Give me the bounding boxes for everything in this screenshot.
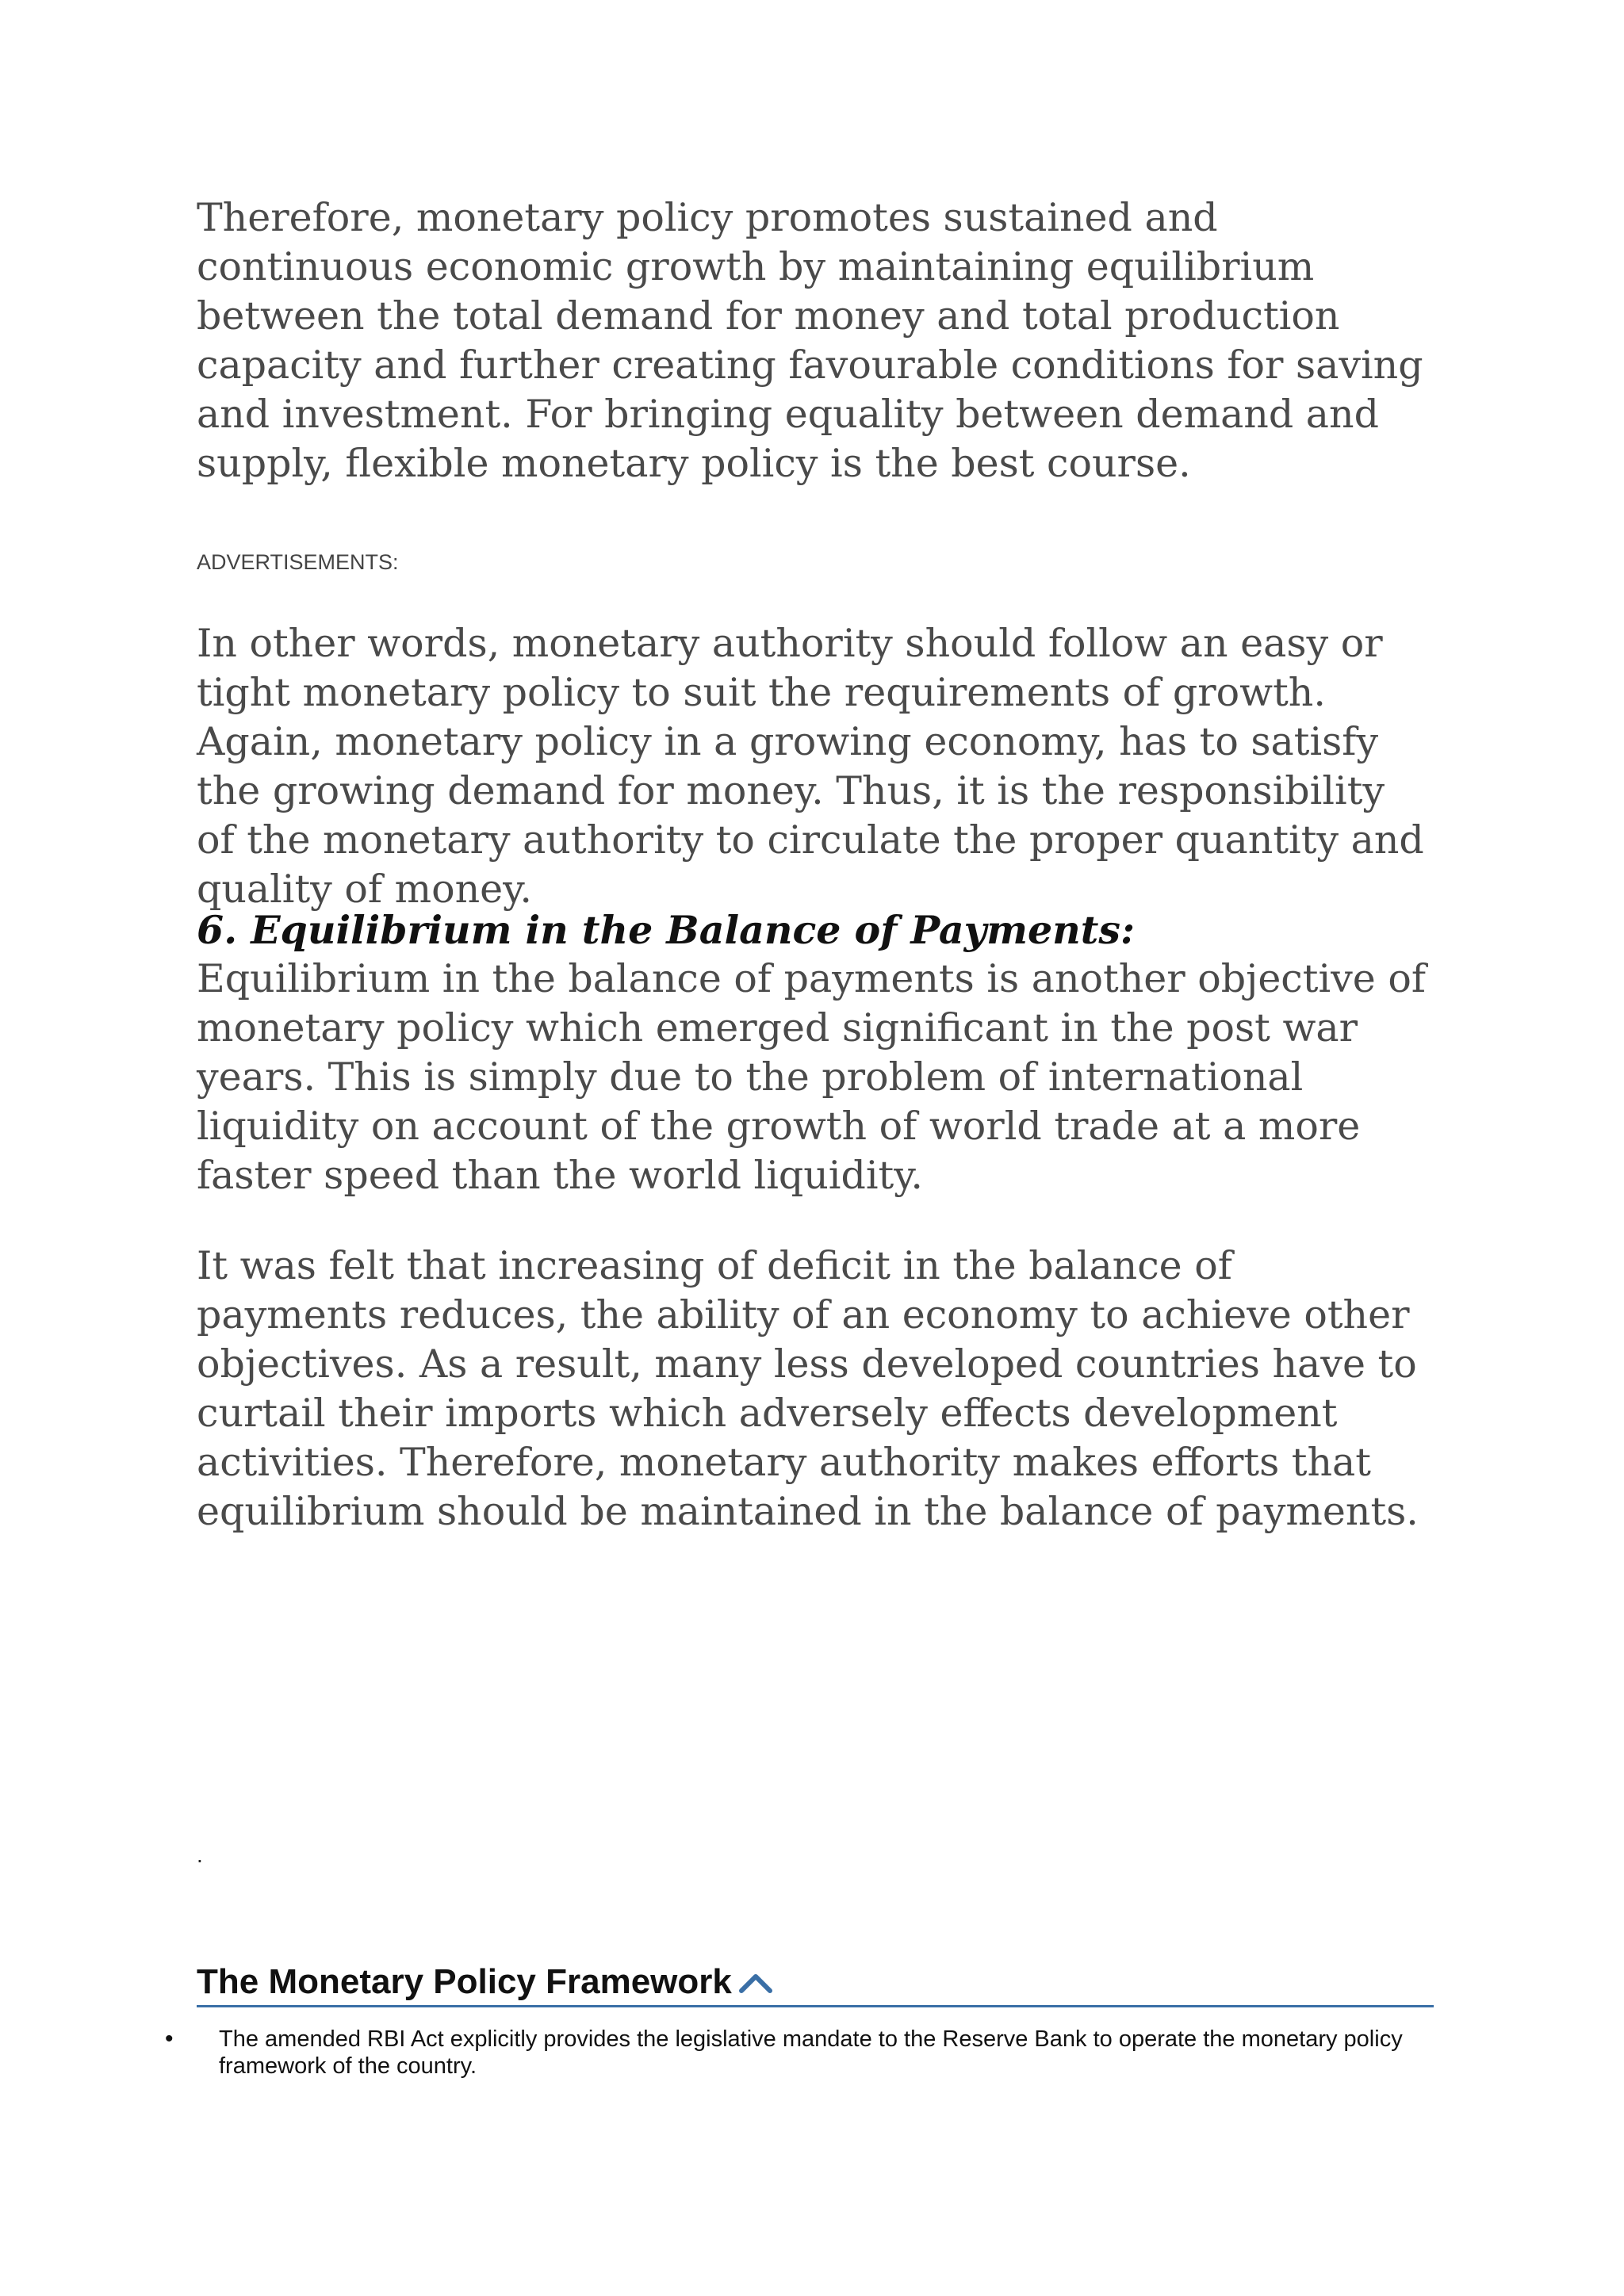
framework-bullet-list [165, 2026, 1442, 2080]
advertisements-label: ADVERTISEMENTS: [197, 550, 399, 574]
framework-header[interactable] [197, 1962, 1434, 2007]
paragraph-monetary-authority: In other words, monetary authority should follow an easy or tight monetary policy to suit the requirements of growth. Again, monetary policy in a growing economy, has to satisfy the growing demand for money. Thus, it is the responsibility of the monetary authority to circulate the proper quantity and quality of money. [197, 621, 1424, 912]
stray-dot: . [197, 1843, 203, 1867]
paragraph-deficit: It was felt that increasing of deficit in the balance of payments reduces, the ability of an economy to achieve other objectives. As a result, many less developed countries have to curtail their imports which adversely effects development activities. Therefore, monetary authority makes efforts that equilibrium should be maintained in the balance of payments. [197, 1243, 1419, 1534]
framework-title: The Monetary Policy Framework [197, 1962, 732, 2001]
bullet-icon: • [165, 2026, 174, 2052]
bullet-text: The amended RBI Act explicitly provides the legislative mandate to the Reserve Bank to operate the monetary policy framework of the country. [219, 2026, 1403, 2079]
paragraph-balance-of-payments: Equilibrium in the balance of payments is another objective of monetary policy which emerged significant in the post war years. This is simply due to the problem of international liquidity on account of the growth of world trade at a more faster speed than the world liquidity. [197, 956, 1427, 1198]
section-heading-balance-of-payments: 6. Equilibrium in the Balance of Payments: [197, 907, 1136, 953]
paragraph-monetary-growth: Therefore, monetary policy promotes sustained and continuous economic growth by maintaining equilibrium between the total demand for money and total production capacity and further creating favourable conditions for saving and investment. For bringing equality between demand and supply, flexible monetary policy is the best course. [197, 195, 1423, 486]
list-item [165, 2026, 1442, 2080]
framework-section [165, 1962, 1434, 2079]
chevron-up-icon[interactable] [738, 1970, 773, 1994]
